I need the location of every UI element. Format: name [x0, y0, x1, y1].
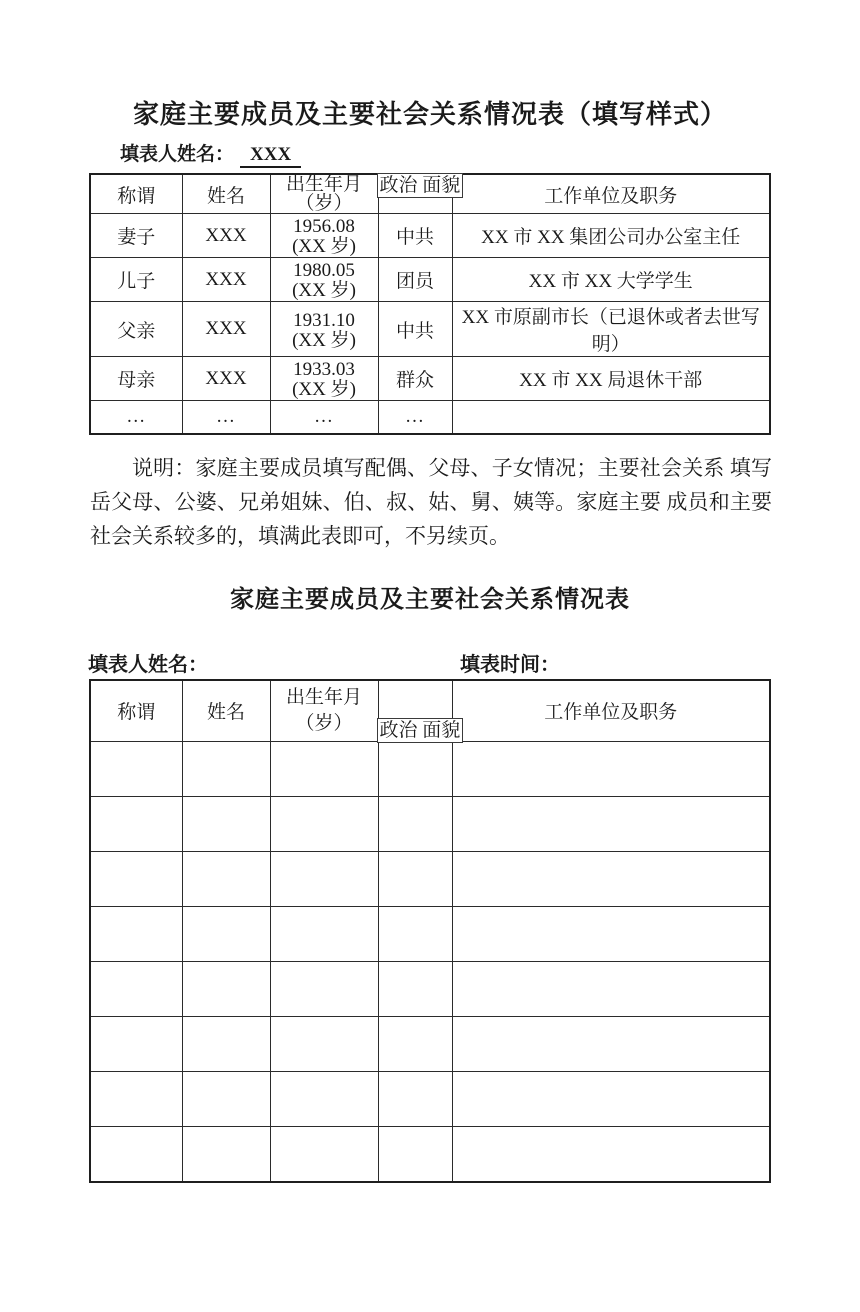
cell-work [452, 401, 770, 434]
cell-work: XX 市原副市长（已退休或者去世写明） [452, 302, 770, 357]
header-political [378, 174, 461, 214]
cell-name: XXX [182, 357, 270, 401]
header-birth-line1: 出生年月 [285, 686, 362, 708]
empty-table-row [90, 742, 770, 797]
sample-filler-line [120, 139, 860, 168]
cell-political: 群众 [378, 357, 452, 401]
cell-name: XXX [182, 214, 270, 258]
sample-table-header-row [90, 174, 770, 214]
header-birth-line2: （岁） [295, 712, 353, 734]
header-name: 姓名 [182, 174, 270, 214]
table-row [90, 302, 770, 357]
table-row [90, 258, 770, 302]
cell-birth: 1933.03 (XX 岁) [270, 357, 378, 401]
cell-work: XX 市 XX 大学学生 [452, 258, 770, 302]
header-work: 工作单位及职务 [452, 680, 770, 742]
header-birth [270, 174, 378, 214]
table-row [90, 214, 770, 258]
cell-relation: 儿子 [90, 258, 182, 302]
cell-relation: 母亲 [90, 357, 182, 401]
table-row-ellipsis [90, 401, 770, 434]
document-page [0, 94, 860, 1312]
instructions-note: 说明：家庭主要成员填写配偶、父母、子女情况；主要社会关系 填写岳父母、公婆、兄弟姐妹、伯、叔、姑、舅、姨等。家庭主要 成员和主要社会关系较多的，填满此表即可，不另续页。 [90, 455, 772, 548]
header-birth-line1: 出生年月 [285, 174, 362, 195]
cell-political: 中共 [378, 302, 452, 357]
empty-table-row [90, 1127, 770, 1182]
blank-fill-time-label: 填表时间： [460, 653, 560, 676]
cell-relation: 妻子 [90, 214, 182, 258]
cell-birth: … [270, 401, 378, 434]
blank-table-header-row [90, 680, 770, 742]
empty-table-row [90, 907, 770, 962]
header-work: 工作单位及职务 [452, 174, 770, 214]
header-birth-line2: （岁） [295, 193, 353, 214]
empty-table-row [90, 962, 770, 1017]
cell-relation: 父亲 [90, 302, 182, 357]
political-status-textbox: 政治 面貌 [377, 173, 464, 198]
filler-name-value: XXX [240, 144, 301, 168]
blank-section-title: 家庭主要成员及主要社会关系情况表 [230, 586, 630, 613]
header-relation: 称谓 [90, 174, 182, 214]
political-status-textbox: 政治 面貌 [377, 718, 464, 743]
cell-name: … [182, 401, 270, 434]
empty-table-row [90, 852, 770, 907]
cell-work: XX 市 XX 集团公司办公室主任 [452, 214, 770, 258]
cell-name: XXX [182, 258, 270, 302]
sample-section-title: 家庭主要成员及主要社会关系情况表（填写样式） [132, 100, 727, 129]
table-row [90, 357, 770, 401]
cell-relation: … [90, 401, 182, 434]
cell-political: 中共 [378, 214, 452, 258]
cell-birth: 1956.08 (XX 岁) [270, 214, 378, 258]
header-birth [270, 680, 378, 742]
blank-filler-name-label: 填表人姓名： [88, 653, 208, 676]
cell-political: … [378, 401, 452, 434]
cell-birth: 1931.10 (XX 岁) [270, 302, 378, 357]
header-relation: 称谓 [90, 680, 182, 742]
blank-form-labels [88, 648, 860, 674]
blank-table [89, 679, 771, 1183]
cell-political: 团员 [378, 258, 452, 302]
empty-table-row [90, 797, 770, 852]
filler-name-label: 填表人姓名： [120, 144, 235, 165]
sample-table [89, 173, 771, 435]
cell-work: XX 市 XX 局退休干部 [452, 357, 770, 401]
cell-birth: 1980.05 (XX 岁) [270, 258, 378, 302]
empty-table-row [90, 1072, 770, 1127]
cell-name: XXX [182, 302, 270, 357]
header-name: 姓名 [182, 680, 270, 742]
header-political [378, 680, 461, 742]
empty-table-row [90, 1017, 770, 1072]
